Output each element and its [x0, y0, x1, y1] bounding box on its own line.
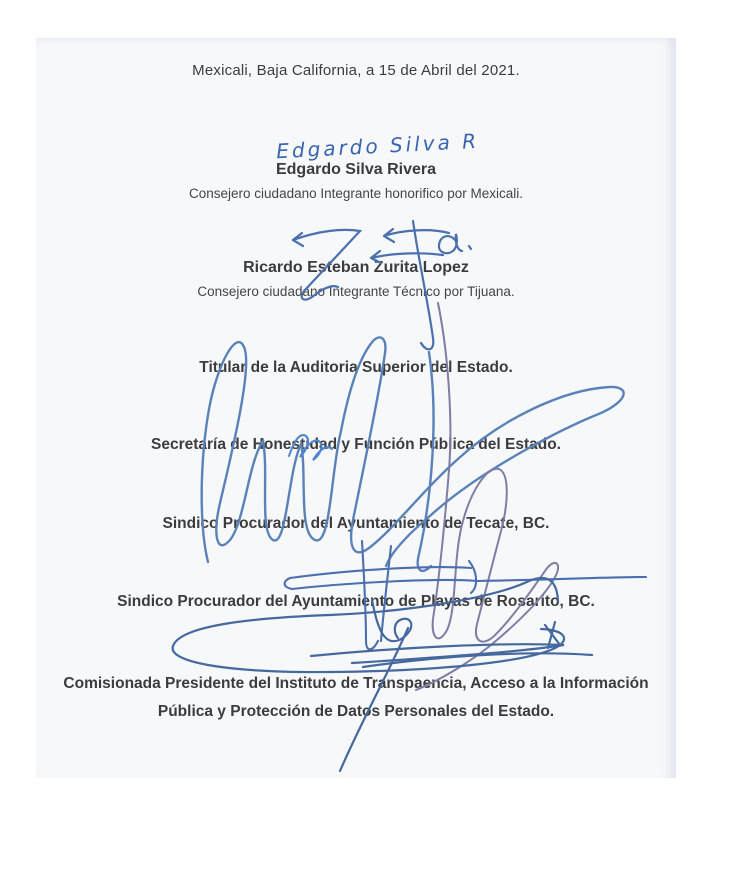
- signatory-name-edgardo-silva: Edgardo Silva Rivera: [275, 161, 437, 178]
- date-line: Mexicali, Baja California, a 15 de Abril del 2021.: [192, 62, 520, 79]
- signatory-title-auditoria: Titular de la Auditoria Superior del Estado.: [199, 359, 513, 376]
- signatory-title-secretaria-honestidad: Secretaría de Honestidad y Función Pública del Estado.: [151, 436, 561, 453]
- signatory-name-ricardo-zurita: Ricardo Esteban Zurita Lopez: [243, 259, 469, 276]
- handwritten-signature-edgardo-silva: Edgardo Silva R: [275, 128, 480, 164]
- signatory-title-sindico-rosarito: Sindico Procurador del Ayuntamiento de Playas de Rosarito, BC.: [117, 593, 595, 610]
- scanned-page-background: [36, 38, 676, 778]
- signatory-title-sindico-tecate: Sindico Procurador del Ayuntamiento de Tecate, BC.: [162, 515, 550, 532]
- signatory-role-edgardo-silva: Consejero ciudadano Integrante honorifico por Mexicali.: [189, 186, 523, 201]
- signatory-role-ricardo-zurita: Consejero ciudadano Integrante Técnico por Tijuana.: [197, 284, 515, 299]
- signatory-title-comisionada-line2: Pública y Protección de Datos Personales del Estado.: [157, 703, 555, 720]
- signatory-title-comisionada-line1: Comisionada Presidente del Instituto de Transpaencia, Acceso a la Información: [63, 675, 649, 692]
